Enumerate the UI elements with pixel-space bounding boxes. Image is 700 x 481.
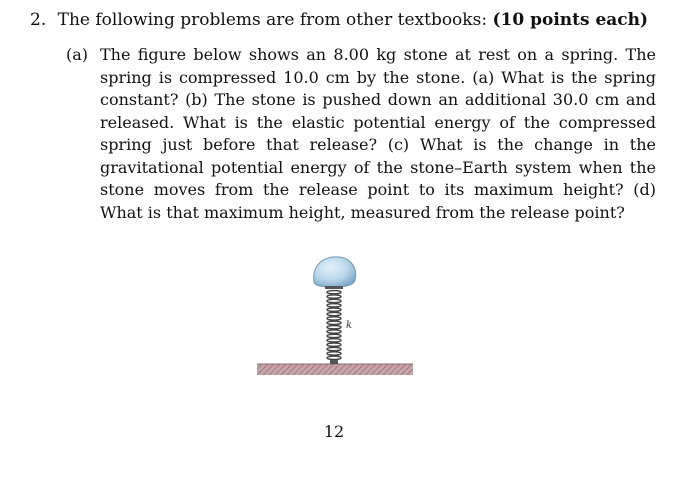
spring-base-plate — [330, 360, 338, 364]
subproblem-label: (a) — [66, 45, 89, 64]
figure-svg — [250, 250, 420, 390]
stone-spring-figure — [250, 250, 420, 390]
problem-header — [30, 8, 648, 32]
subproblem-a — [66, 44, 656, 224]
problem-intro: The following problems are from other textbooks: — [57, 10, 488, 30]
stone — [314, 257, 356, 287]
ground — [257, 364, 413, 375]
spring-constant-label: k — [346, 320, 353, 331]
problem-number: 2. — [30, 10, 47, 30]
spring — [327, 291, 341, 360]
spring-top-plate — [325, 286, 343, 289]
page-number: 12 — [323, 422, 345, 441]
problem-points: (10 points each) — [492, 10, 649, 30]
subproblem-text: The figure below shows an 8.00 kg stone at rest on a spring. The spring is compressed 10.0 cm by the stone. (a) What is the spring constant? (b) The stone is pushed down an additional 30.0 cm and released. What is the elastic potential energy of the compressed spring just before that release? (c) What is the change in the gravitational potential energy of the stone–Earth system when the stone moves from the release point to its maximum height? (d) What is that maximum height, measured from the release point? — [100, 45, 656, 222]
